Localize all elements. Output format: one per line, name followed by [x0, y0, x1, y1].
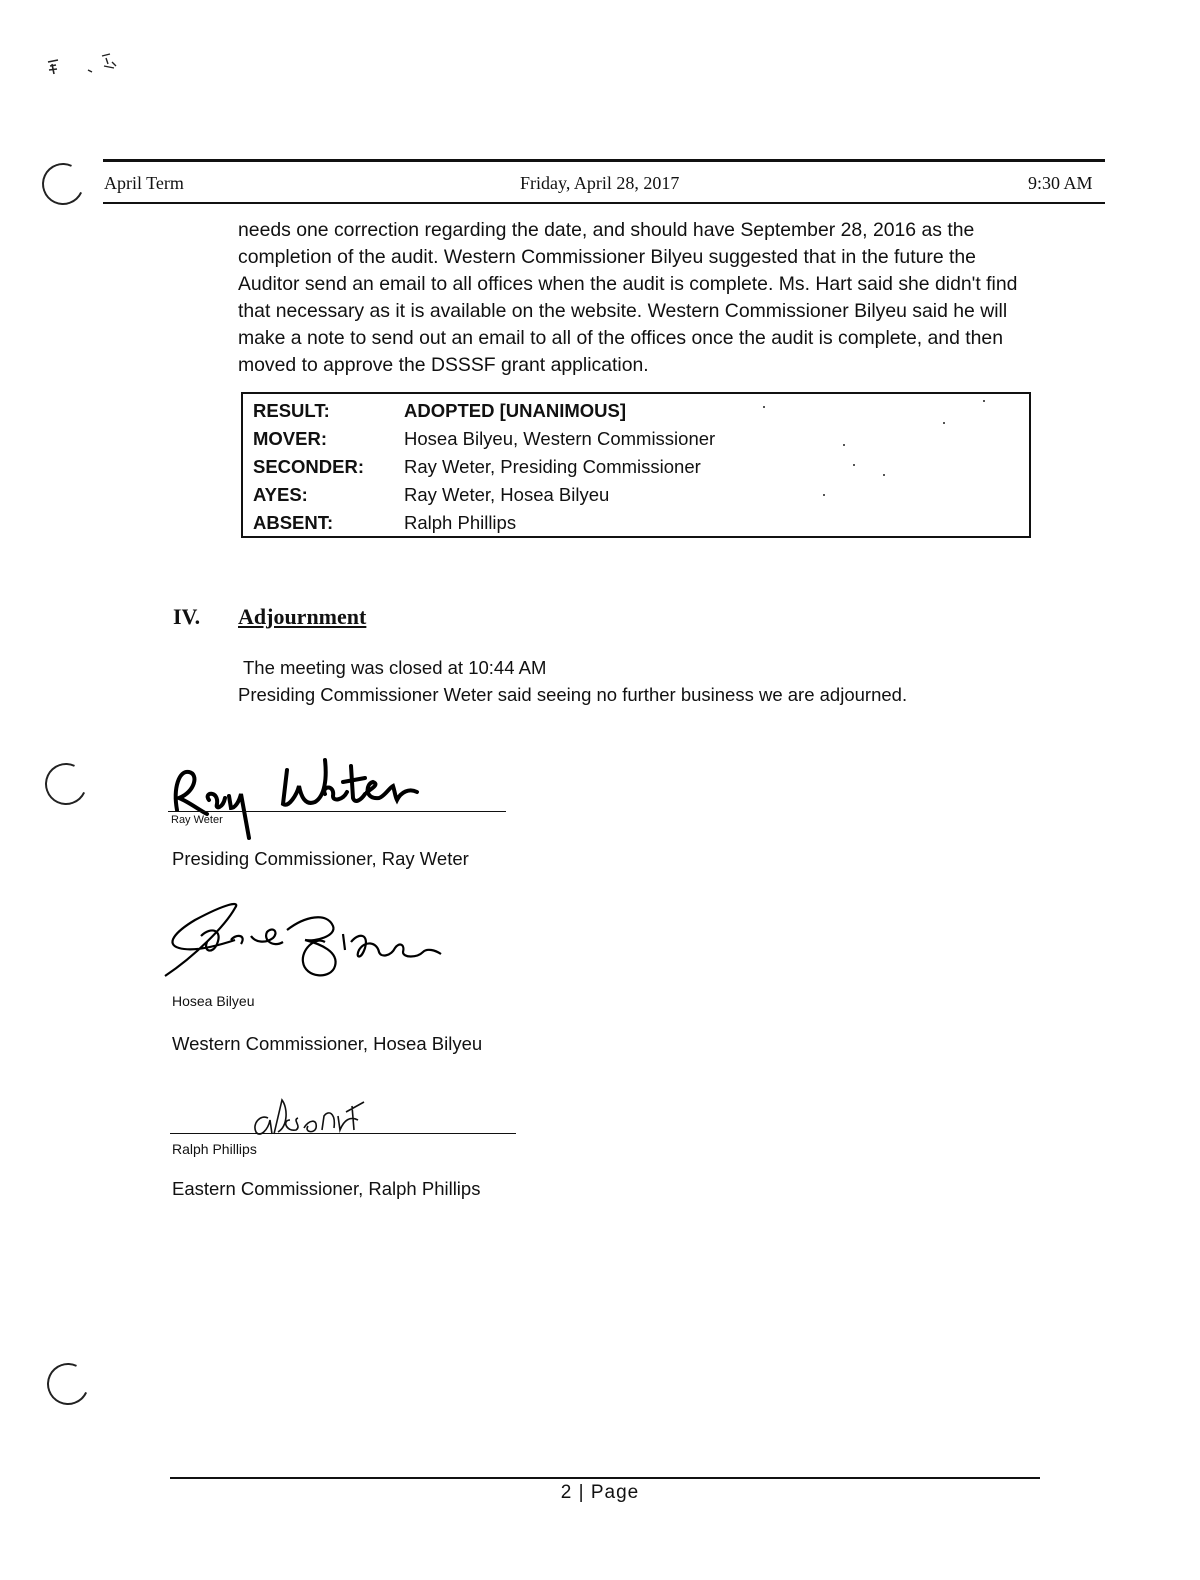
mover-value: Hosea Bilyeu, Western Commissioner: [404, 428, 716, 449]
seconder-value: Ray Weter, Presiding Commissioner: [404, 456, 701, 477]
header-top-rule: [103, 159, 1105, 162]
punch-hole-middle: [39, 757, 93, 811]
signature-line-ray-weter: [168, 811, 506, 812]
signer-title-hosea-bilyeu: Western Commissioner, Hosea Bilyeu: [172, 1033, 483, 1054]
mover-label: MOVER:: [253, 428, 327, 449]
scan-speck: [883, 474, 885, 476]
page-number: 2 | Page: [560, 1482, 640, 1503]
seconder-label: SECONDER:: [253, 456, 365, 477]
result-label: RESULT:: [253, 400, 330, 421]
signature-absent-ralph-phillips: [248, 1090, 428, 1150]
signer-title-ray-weter: Presiding Commissioner, Ray Weter: [172, 848, 469, 869]
result-value: ADOPTED [UNANIMOUS]: [404, 400, 626, 421]
scan-speck: [983, 400, 985, 402]
body-paragraph: needs one correction regarding the date, and should have September 28, 2016 as the completion of the audit. Western Commissioner Bilyeu suggested that in the future the Auditor send an email to all offices when the audit is complete. Ms. Hart said she didn't find that necessary as it is available on the website. Western Commissioner Bilyeu said he will make a note to send out an email to all of the offices once the audit is complete, and then moved to approve the DSSSF grant application.: [238, 219, 1018, 376]
header-time: 9:30 AM: [1028, 173, 1093, 193]
signer-name-ray-weter: Ray Weter: [171, 814, 223, 826]
scan-speck: [853, 464, 855, 466]
absent-value: Ralph Phillips: [404, 512, 517, 533]
signature-ray-weter: [165, 748, 465, 843]
signer-name-ralph-phillips: Ralph Phillips: [172, 1141, 257, 1157]
header-bottom-rule: [103, 202, 1105, 204]
punch-hole-bottom: [41, 1357, 95, 1411]
footer-rule: [170, 1477, 1040, 1479]
punch-hole-top: [36, 157, 90, 211]
scan-speck: [823, 494, 825, 496]
scan-speck: [843, 444, 845, 446]
signature-line-ralph-phillips: [170, 1133, 516, 1134]
header-term: April Term: [104, 173, 184, 193]
absent-label: ABSENT:: [253, 512, 334, 533]
section-title: Adjournment: [238, 604, 367, 629]
section-number: IV.: [173, 604, 201, 629]
adjournment-statement: Presiding Commissioner Weter said seeing no further business we are adjourned.: [238, 684, 908, 705]
scan-mark: [44, 52, 124, 82]
vote-result-box: [241, 392, 1031, 538]
signature-hosea-bilyeu: [155, 896, 455, 996]
scan-speck: [943, 422, 945, 424]
ayes-value: Ray Weter, Hosea Bilyeu: [404, 484, 610, 505]
adjournment-time-text: The meeting was closed at 10:44 AM: [243, 657, 547, 678]
signer-title-ralph-phillips: Eastern Commissioner, Ralph Phillips: [172, 1178, 481, 1199]
ayes-label: AYES:: [253, 484, 308, 505]
header-date: Friday, April 28, 2017: [520, 173, 680, 193]
scan-speck: [763, 406, 765, 408]
signer-name-hosea-bilyeu: Hosea Bilyeu: [172, 993, 255, 1009]
